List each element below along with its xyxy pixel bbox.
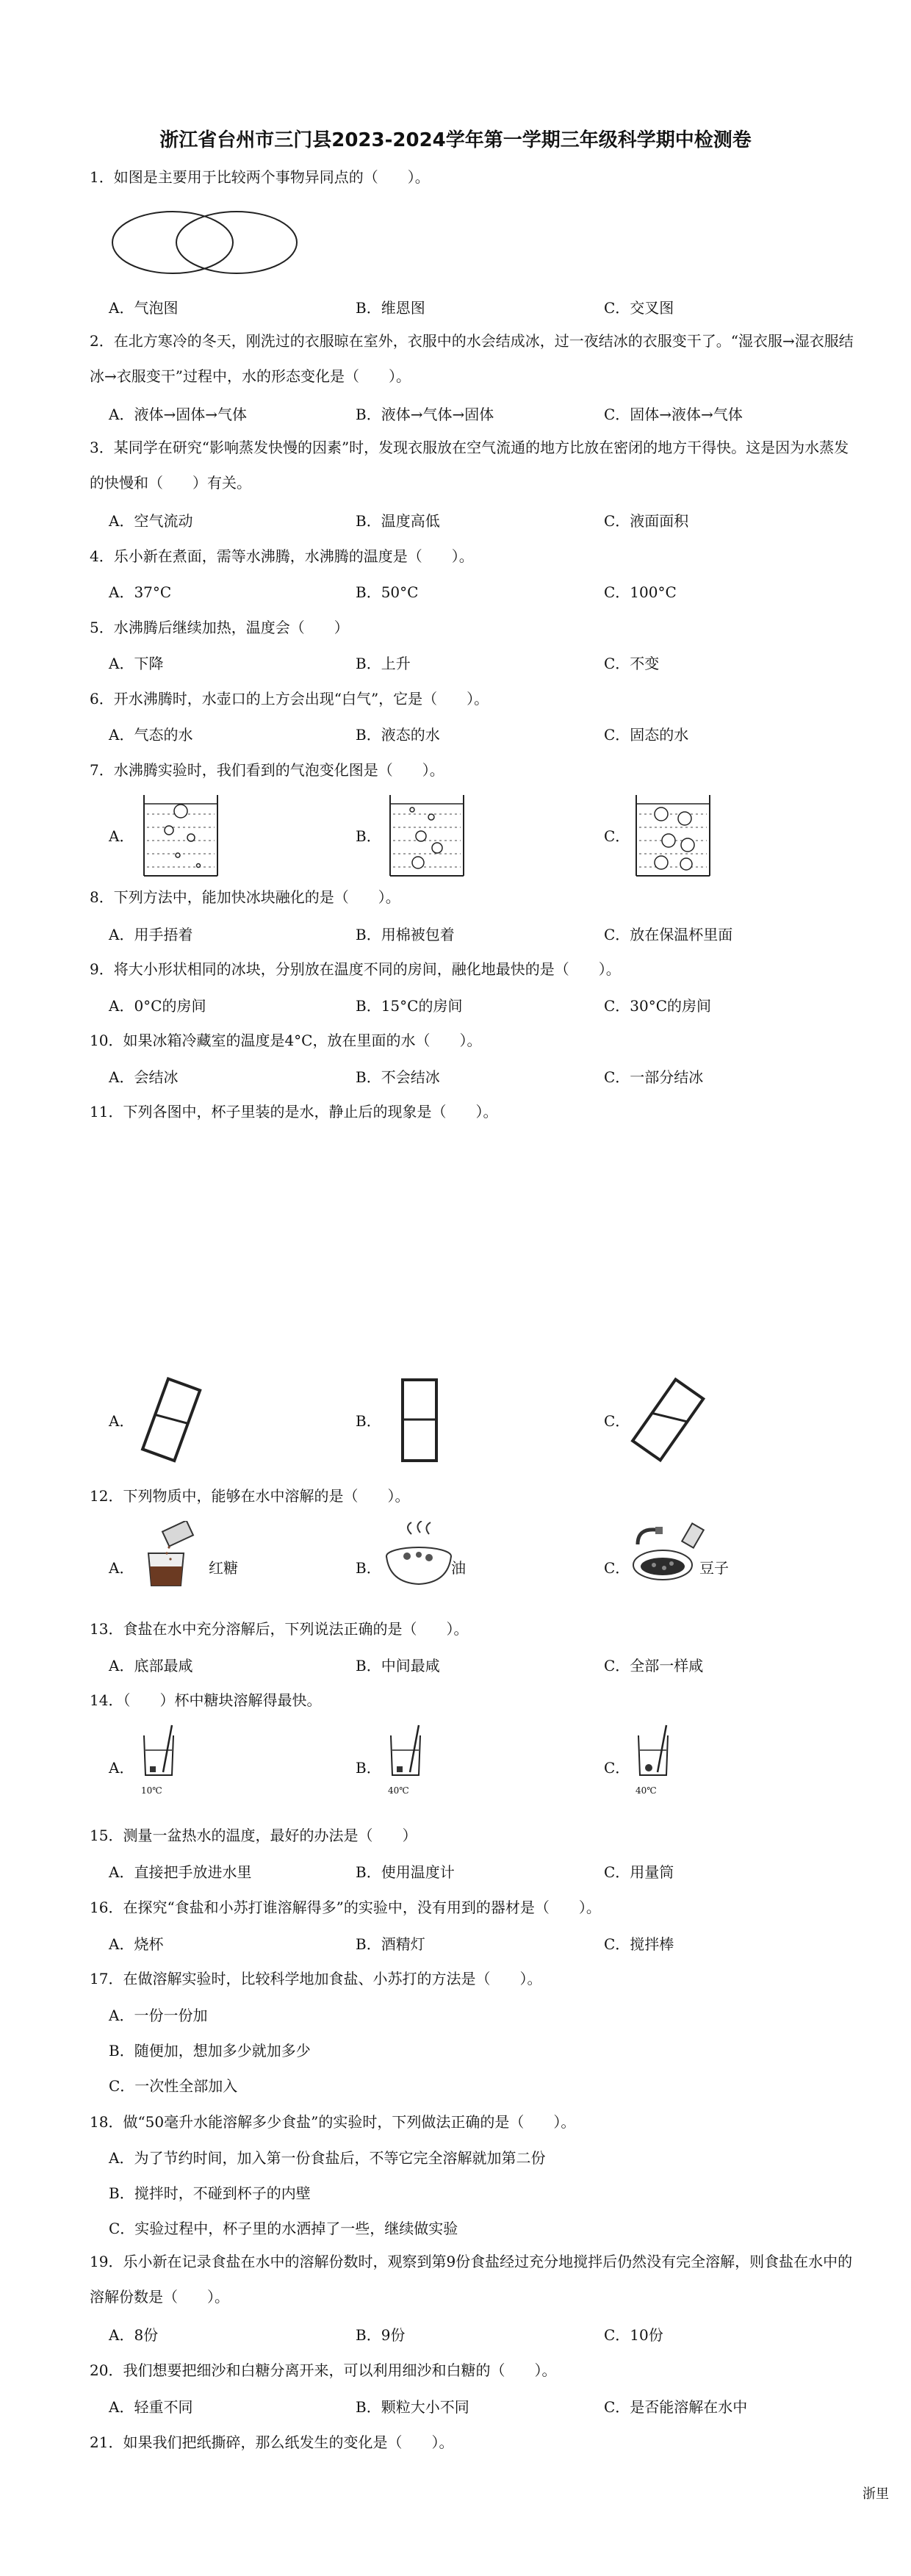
q1-option-a: A．气泡图 [109,299,179,317]
venn-diagram [110,207,301,278]
q14-option-a: A． [109,1759,134,1777]
q7-option-c: C． [604,827,630,845]
q5-option-b: B．上升 [356,655,411,672]
q3-option-c: C．液面面积 [604,512,689,530]
q20-option-a: A．轻重不同 [109,2398,193,2416]
question-12: 12．下列物质中，能够在水中溶解的是（ ）。 [90,1487,410,1505]
q10-option-b: B．不会结冰 [356,1068,440,1086]
q12-option-b: B． [356,1559,381,1577]
q6-option-a: A．气态的水 [109,726,193,744]
q18-option-b: B．搅拌时，不碰到杯子的内壁 [109,2184,311,2202]
question-6: 6．开水沸腾时，水壶口的上方会出现“白气”，它是（ ）。 [90,690,489,708]
q14-option-c: C． [604,1759,630,1777]
q16-option-a: A．烧杯 [109,1935,164,1953]
q11-cup-b-icon [382,1372,455,1468]
q2-option-a: A．液体→固体→气体 [109,406,247,423]
question-18: 18．做“50毫升水能溶解多少食盐”的实验时，下列做法正确的是（ ）。 [90,2113,576,2131]
q4-option-c: C．100°C [604,583,677,601]
q7-beaker-b-icon [386,792,468,879]
q18-option-c: C．实验过程中，杯子里的水洒掉了一些，继续做实验 [109,2220,458,2237]
q11-option-c: C． [604,1412,630,1430]
q20-option-c: C．是否能溶解在水中 [604,2398,748,2416]
q5-option-c: C．不变 [604,655,660,672]
q9-option-b: B．15°C的房间 [356,997,463,1015]
question-11: 11．下列各图中，杯子里装的是水，静止后的现象是（ ）。 [90,1103,498,1120]
q8-option-c: C．放在保温杯里面 [604,926,733,943]
q2-option-b: B．液体→气体→固体 [356,406,494,423]
q12-label-beans: 豆子 [699,1559,729,1577]
venn-right-circle [176,212,297,273]
question-4: 4．乐小新在煮面，需等水沸腾，水沸腾的温度是（ ）。 [90,547,474,565]
q7-option-b: B． [356,827,381,845]
q13-option-b: B．中间最咸 [356,1657,440,1674]
question-17: 17．在做溶解实验时，比较科学地加食盐、小苏打的方法是（ ）。 [90,1970,542,1987]
question-21: 21．如果我们把纸撕碎，那么纸发生的变化是（ ）。 [90,2433,454,2451]
q12-label-oil: 油 [451,1559,466,1577]
question-9: 9．将大小形状相同的冰块，分别放在温度不同的房间，融化地最快的是（ ）。 [90,960,621,978]
q3-option-a: A．空气流动 [109,512,193,530]
q16-option-b: B．酒精灯 [356,1935,425,1953]
question-7: 7．水沸腾实验时，我们看到的气泡变化图是（ ）。 [90,761,444,779]
q11-cup-c-icon [624,1372,713,1468]
question-16: 16．在探究“食盐和小苏打谁溶解得多”的实验中，没有用到的器材是（ ）。 [90,1899,601,1916]
q7-beaker-a-icon [140,792,222,879]
oil-bowl-icon [382,1521,455,1591]
question-13: 13．食盐在水中充分溶解后，下列说法正确的是（ ）。 [90,1620,469,1638]
q7-beaker-c-icon [632,792,714,879]
q12-option-a: A． [109,1559,134,1577]
q4-option-b: B．50°C [356,583,419,601]
q19-option-b: B．9份 [356,2326,406,2344]
brown-sugar-icon [132,1521,206,1591]
beans-sink-icon [624,1521,705,1591]
q11-cup-a-icon [132,1372,213,1468]
q6-option-b: B．液态的水 [356,726,440,744]
q13-option-c: C．全部一样咸 [604,1657,704,1674]
question-5: 5．水沸腾后继续加热，温度会（ ） [90,619,349,636]
q17-option-b: B．随便加，想加多少就加多少 [109,2042,311,2059]
q12-option-c: C． [604,1559,630,1577]
q11-option-b: B． [356,1412,381,1430]
q17-option-c: C．一次性全部加入 [109,2077,238,2095]
q4-option-a: A．37°C [109,583,172,601]
q15-option-a: A．直接把手放进水里 [109,1863,252,1881]
q10-option-a: A．会结冰 [109,1068,179,1086]
q15-option-b: B．使用温度计 [356,1863,455,1881]
q13-option-a: A．底部最咸 [109,1657,193,1674]
venn-left-circle [112,212,233,273]
q1-option-b: B．维恩图 [356,299,425,317]
q10-option-c: C．一部分结冰 [604,1068,704,1086]
question-3: 3．某同学在研究“影响蒸发快慢的因素”时，发现衣服放在空气流通的地方比放在密闭的地方干得快。这是因为水蒸发的快慢和（ ）有关。 [90,439,849,492]
question-20: 20．我们想要把细沙和白糖分离开来，可以利用细沙和白糖的（ ）。 [90,2361,557,2379]
q5-option-a: A．下降 [109,655,164,672]
q1-option-c: C．交叉图 [604,299,674,317]
question-19: 19．乐小新在记录食盐在水中的溶解份数时，观察到第9份食盐经过充分地搅拌后仍然没有完全溶解，则食盐在水中的溶解份数是（ ）。 [90,2253,853,2306]
q14-label-c: 40℃ [635,1785,657,1796]
q12-label-brown-sugar: 红糖 [209,1559,238,1577]
q7-option-a: A． [109,827,134,845]
question-1: 1．如图是主要用于比较两个事物异同点的（ ）。 [90,168,430,186]
q14-cup-b-icon [381,1724,432,1782]
q8-option-a: A．用手捂着 [109,926,193,943]
q16-option-c: C．搅拌棒 [604,1935,674,1953]
q14-label-a: 10℃ [141,1785,162,1796]
question-2: 2．在北方寒冷的冬天，刚洗过的衣服晾在室外，衣服中的水会结成冰，过一夜结冰的衣服变干了。“湿衣服→湿衣服结冰→衣服变干”过程中，水的形态变化是（ ）。 [90,332,854,385]
q14-option-b: B． [356,1759,381,1777]
q9-option-c: C．30°C的房间 [604,997,712,1015]
q11-option-a: A． [109,1412,134,1430]
q8-option-b: B．用棉被包着 [356,926,455,943]
page-footer: 浙里 [863,2486,889,2502]
q14-cup-a-icon [134,1724,185,1782]
q6-option-c: C．固态的水 [604,726,689,744]
question-10: 10．如果冰箱冷藏室的温度是4°C，放在里面的水（ ）。 [90,1032,482,1049]
q20-option-b: B．颗粒大小不同 [356,2398,469,2416]
q19-option-c: C．10份 [604,2326,663,2344]
question-8: 8．下列方法中，能加快冰块融化的是（ ）。 [90,888,400,906]
q9-option-a: A．0°C的房间 [109,997,206,1015]
q3-option-b: B．温度高低 [356,512,440,530]
q14-label-b: 40℃ [388,1785,409,1796]
question-14: 14．（ ）杯中糖块溶解得最快。 [90,1691,322,1709]
q2-option-c: C．固体→液体→气体 [604,406,743,423]
q18-option-a: A．为了节约时间，加入第一份食盐后，不等它完全溶解就加第二份 [109,2149,546,2167]
question-15: 15．测量一盆热水的温度，最好的办法是（ ） [90,1827,417,1844]
q17-option-a: A．一份一份加 [109,2007,208,2024]
q14-cup-c-icon [628,1724,680,1782]
exam-title: 浙江省台州市三门县2023-2024学年第一学期三年级科学期中检测卷 [159,129,752,151]
q15-option-c: C．用量筒 [604,1863,674,1881]
q19-option-a: A．8份 [109,2326,159,2344]
